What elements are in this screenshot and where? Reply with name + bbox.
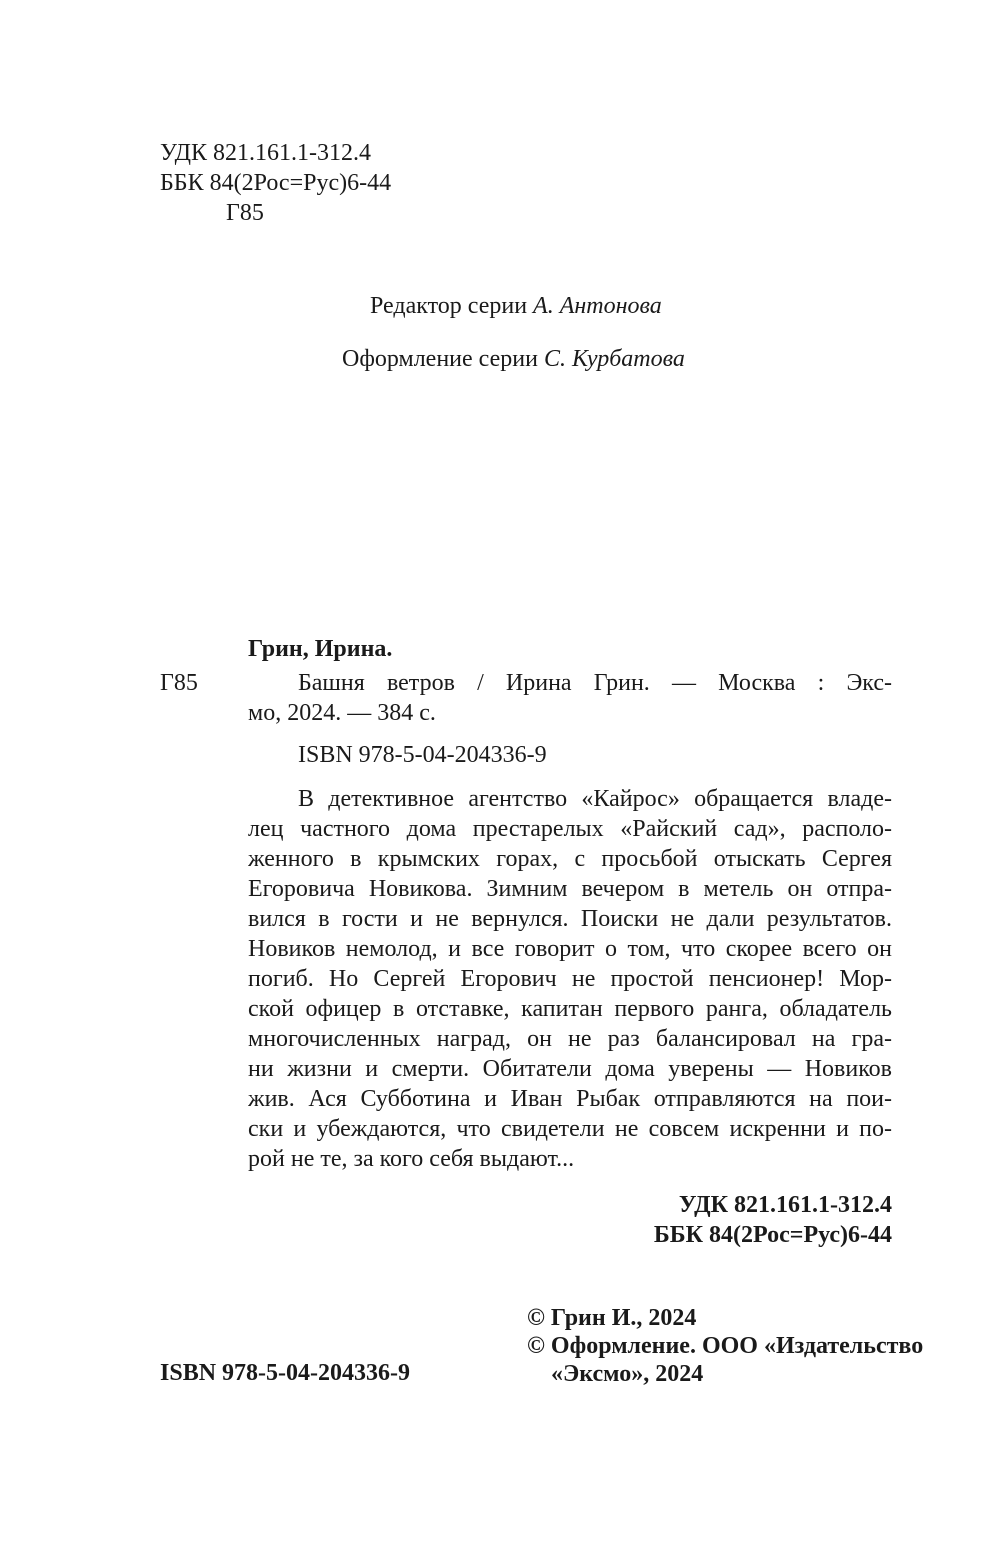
series-editor-credit (370, 291, 662, 321)
isbn-record: ISBN 978-5-04-204336-9 (298, 742, 547, 768)
annotation-line: жив. Ася Субботина и Иван Рыбак отправляются на пои- (248, 1086, 892, 1112)
udk-code-top: УДК 821.161.1-312.4 (160, 140, 371, 166)
series-design-credit (342, 344, 685, 374)
annotation (248, 784, 892, 1174)
annotation-line: ски и убеждаются, что свидетели не совсем искренни и по- (248, 1116, 892, 1142)
author-mark-top: Г85 (226, 200, 264, 226)
series-editor-name: А. Антонова (533, 293, 662, 319)
annotation-line: лец частного дома престарелых «Райский сад», располо- (248, 816, 892, 842)
author-mark: Г85 (160, 670, 198, 696)
annotation-line: В детективное агентство «Кайрос» обращается владе- (298, 786, 892, 812)
title-statement (248, 668, 892, 728)
copyright-design-line-2: «Эксмо», 2024 (551, 1361, 704, 1387)
copyright-design-line-1: © Оформление. ООО «Издательство (527, 1333, 924, 1359)
annotation-line: вился в гости и не вернулся. Поиски не дали результатов. (248, 906, 892, 932)
annotation-line: Новиков немолод, и все говорит о том, что скорее всего он (248, 936, 892, 962)
bbk-code-bottom: ББК 84(2Рос=Рус)6-44 (653, 1222, 892, 1248)
annotation-line: многочисленных наград, он не раз балансировал на гра- (248, 1026, 892, 1052)
series-design-name: С. Курбатова (543, 346, 685, 372)
annotation-line: женного в крымских горах, с просьбой отыскать Сергея (248, 846, 892, 872)
author-heading: Грин, Ирина. (248, 636, 393, 662)
annotation-line: ской офицер в отставке, капитан первого ранга, обладатель (248, 996, 892, 1022)
series-editor-role: Редактор серии (370, 293, 528, 319)
series-design-role: Оформление серии (342, 346, 538, 372)
annotation-line: Егоровича Новикова. Зимним вечером в метель он отпра- (248, 876, 892, 902)
title-line-2: мо, 2024. — 384 с. (248, 700, 436, 726)
bbk-code-top: ББК 84(2Рос=Рус)6-44 (160, 170, 392, 196)
annotation-line: рой не те, за кого себя выдают... (248, 1146, 575, 1172)
copyright-author: © Грин И., 2024 (527, 1305, 697, 1331)
udk-code-bottom: УДК 821.161.1-312.4 (678, 1192, 892, 1218)
isbn-footer: ISBN 978-5-04-204336-9 (160, 1360, 410, 1386)
annotation-line: ни жизни и смерти. Обитатели дома уверены — Новиков (248, 1056, 892, 1082)
title-line-1: Башня ветров / Ирина Грин. — Москва : Экс- (298, 670, 892, 696)
annotation-line: погиб. Но Сергей Егорович не простой пенсионер! Мор- (248, 966, 892, 992)
